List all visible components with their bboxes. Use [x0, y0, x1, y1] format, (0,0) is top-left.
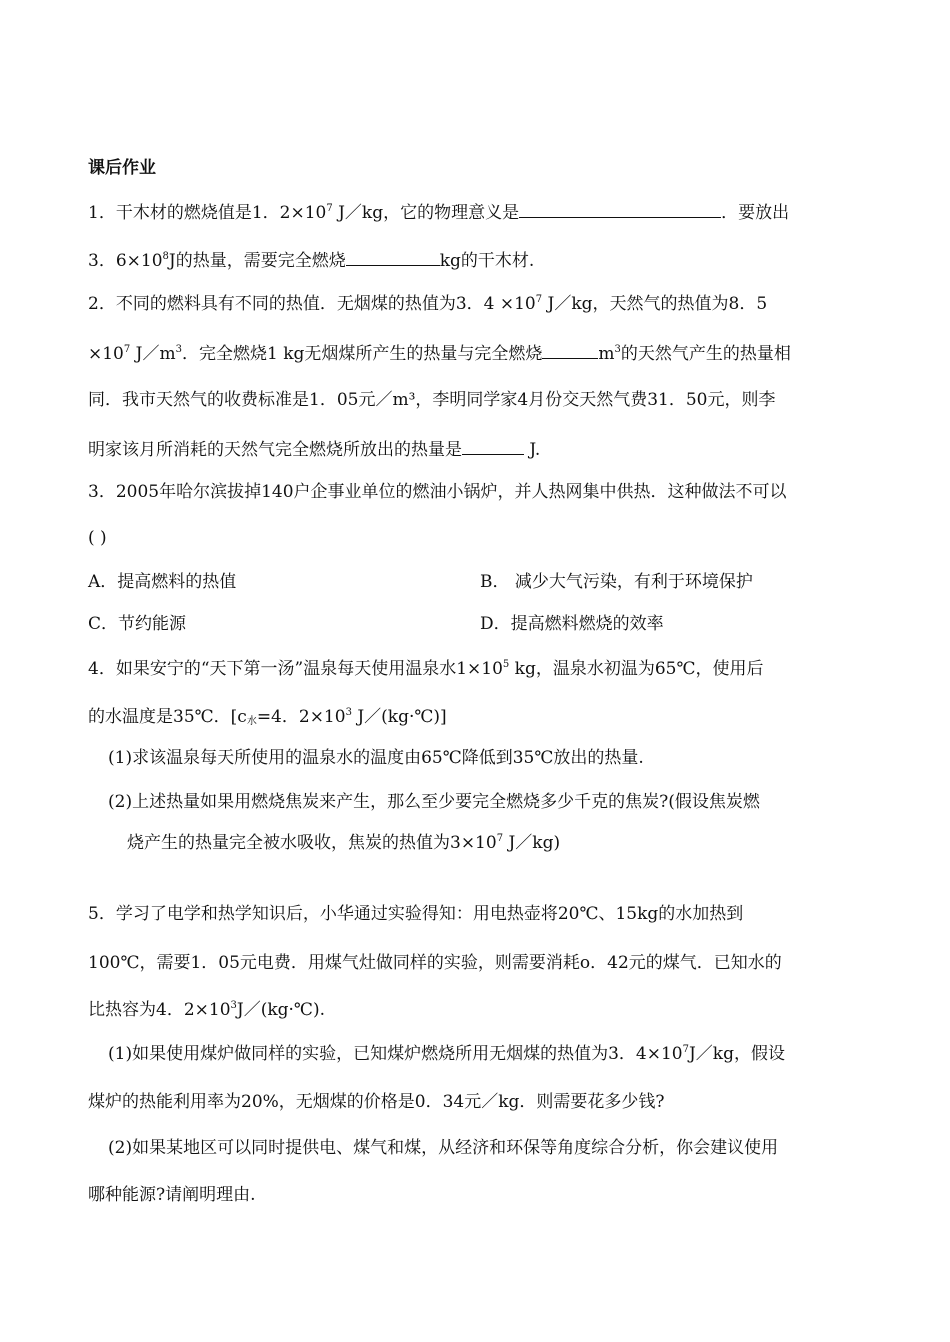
q5-part2-line1: (2)如果某地区可以同时提供电、煤气和煤，从经济和环保等角度综合分析，你会建议使用 [108, 1138, 779, 1158]
q2-line1: 2．不同的燃料具有不同的热值．无烟煤的热值为3．$4 \times 10^7$ J／kg，天然气的热值为8．5 [88, 294, 768, 314]
q1-blank-meaning[interactable] [519, 199, 721, 218]
q2-line3: 同．我市天然气的收费标准是1．05元／m³，李明同学家4月份交天然气费31．50元，则李 [88, 390, 776, 410]
q3-line1: 3．2005年哈尔滨拔掉140户企事业单位的燃油小锅炉，并人热网集中供热．这种做法不可以 [88, 482, 787, 502]
q3-option-c[interactable]: C．节约能源 [88, 614, 187, 634]
q1-line1: 1．干木材的燃烧值是1．$2\times 10^7$ J／kg，它的物理意义是 ．要放出 [88, 199, 789, 225]
q2-blank-volume[interactable] [542, 340, 598, 359]
q4-line1: 4．如果安宁的“天下第一汤”温泉每天使用温泉水$1\times 10^5$ kg，温泉水初温为65℃，使用后 [88, 659, 764, 679]
q4-part2-line2: 烧产生的热量完全被水吸收，焦炭的热值为$3\times 10^7$ J／kg) [127, 833, 561, 853]
q4-part1: (1)求该温泉每天所使用的温泉水的温度由65℃降低到35℃放出的热量. [108, 748, 644, 768]
q3-option-b[interactable]: B． 减少大气污染，有利于环境保护 [480, 572, 753, 592]
q3-options-row2 [88, 612, 664, 636]
q3-option-a[interactable]: A．提高燃料的热值 [88, 572, 237, 592]
q1-line2: 3．$6\times 10^8J$的热量，需要完全燃烧 kg的干木材. [88, 247, 534, 273]
q3-answer-paren[interactable]: ( ) [88, 528, 107, 548]
q5-line2: 100℃，需要1．05元电费．用煤气灶做同样的实验，则需要消耗o．42元的煤气．已知水的 [88, 953, 782, 973]
q3-option-d[interactable]: D．提高燃料燃烧的效率 [480, 614, 664, 634]
q5-part2-line2: 哪种能源?请阐明理由. [88, 1185, 256, 1205]
q3-options-row1 [88, 570, 753, 594]
q4-line2: 的水温度是35℃．[$c_水=4$．$2\times 10^3$ J／(kg·℃)] [88, 707, 447, 727]
section-title: 课后作业 [88, 158, 156, 178]
q5-part1-line1: (1)如果使用煤炉做同样的实验，已知煤炉燃烧所用无烟煤的热值为3．$4\times 10^7J/kg$，假设 [108, 1044, 785, 1064]
q5-line1: 5．学习了电学和热学知识后，小华通过实验得知：用电热壶将20℃、15kg的水加热到 [88, 904, 744, 924]
q1-blank-mass[interactable] [346, 247, 440, 266]
q5-part1-line2: 煤炉的热能利用率为20%，无烟煤的价格是0．34元／kg．则需要花多少钱? [88, 1092, 665, 1112]
q2-line4: 明家该月所消耗的天然气完全燃烧所放出的热量是 J. [88, 436, 540, 462]
q2-line2: $\times 10^7$ $J/m^3$．完全燃烧1 kg无烟煤所产生的热量与完全燃烧 $m^3$的天然气产生的热量相 [88, 340, 791, 366]
q2-blank-heat[interactable] [462, 436, 524, 455]
q5-line3: 比热容为4．$2\times 10^3J/(kg\cdot℃)$. [88, 1000, 325, 1020]
q4-part2-line1: (2)上述热量如果用燃烧焦炭来产生，那么至少要完全燃烧多少千克的焦炭?(假设焦炭燃 [108, 792, 760, 812]
